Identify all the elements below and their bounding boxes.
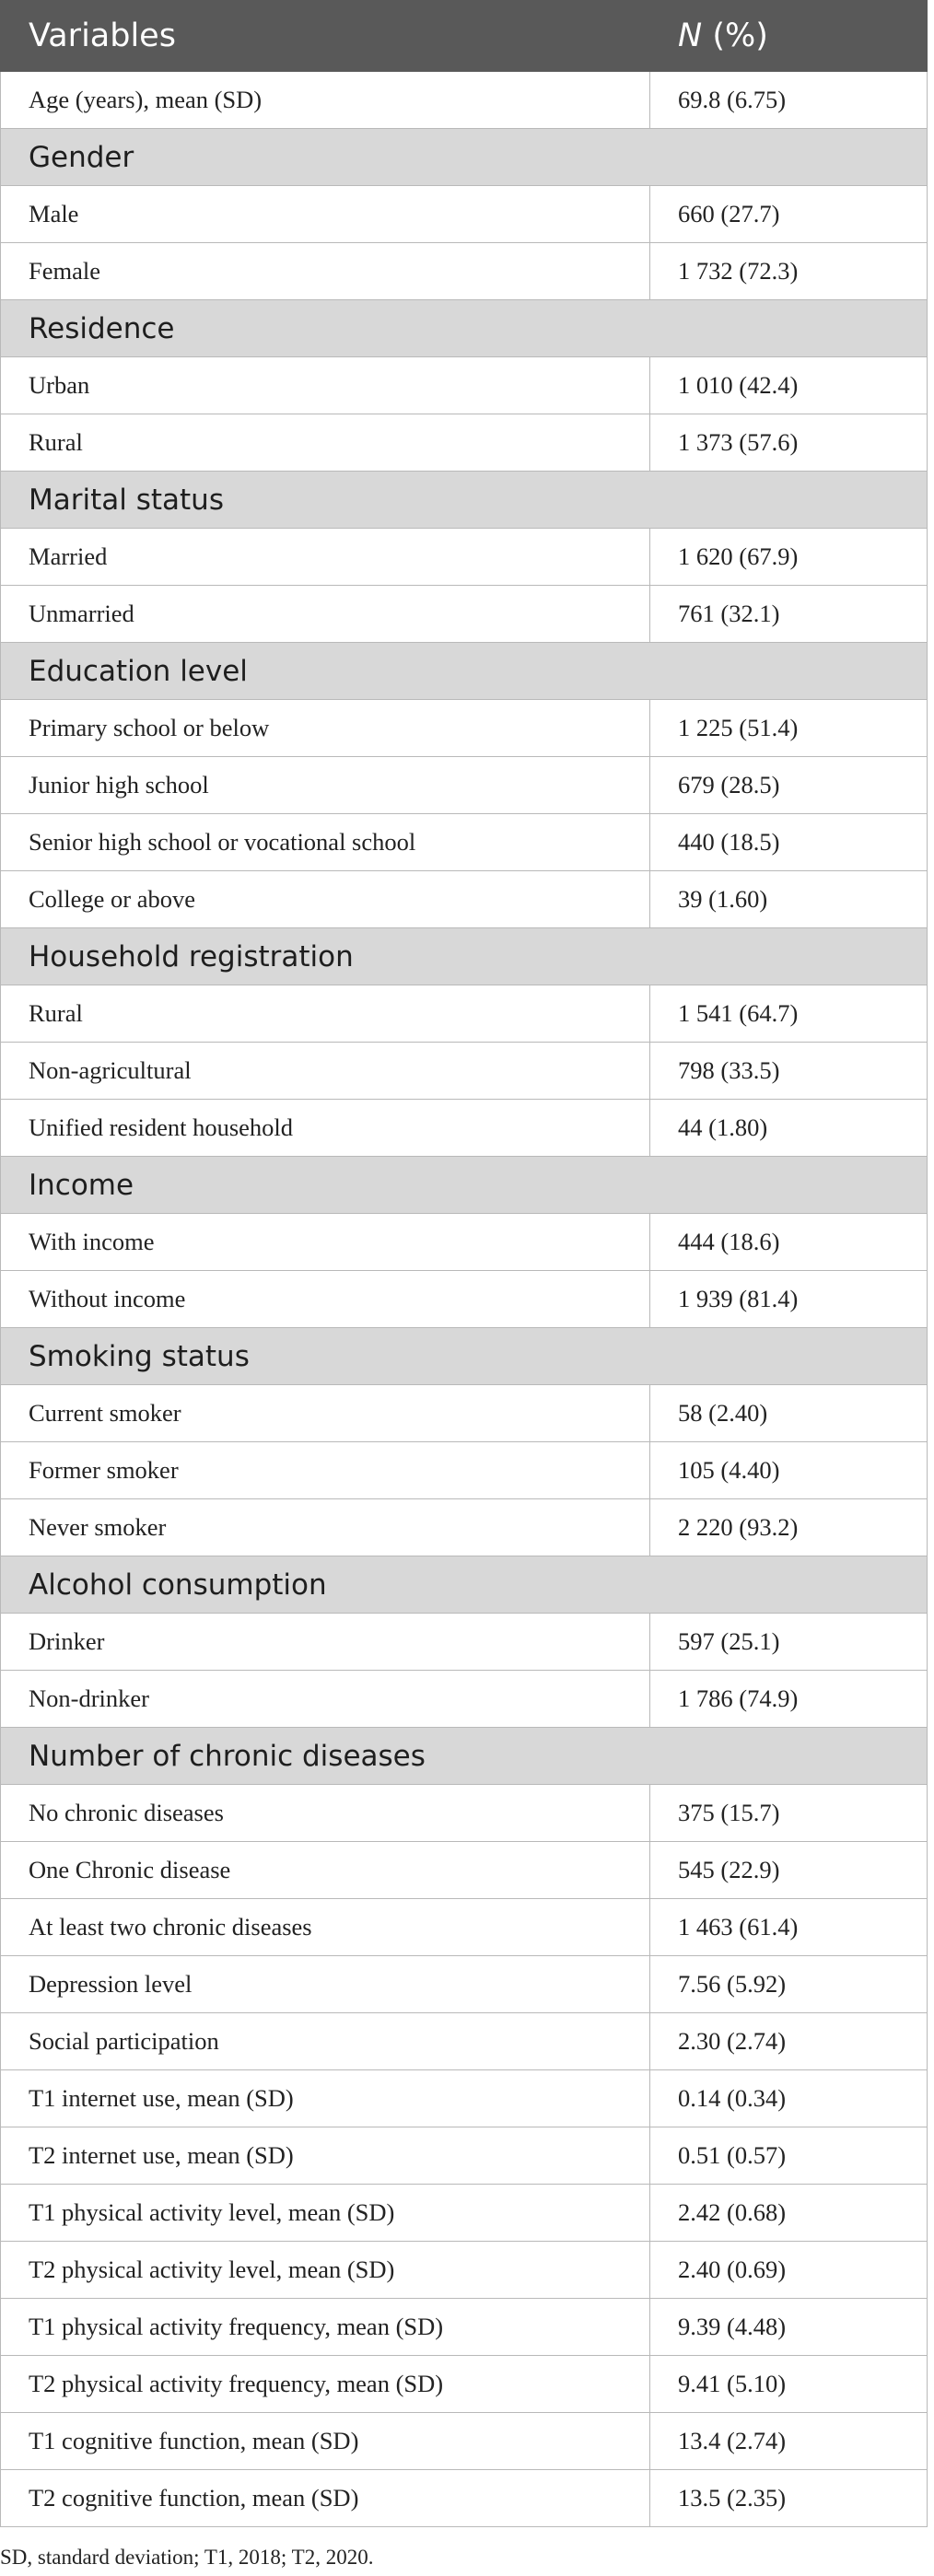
table-row xyxy=(1,243,928,300)
variable-label: Junior high school xyxy=(1,757,650,814)
section-label: Gender xyxy=(1,129,928,186)
section-header-row xyxy=(1,1728,928,1785)
table-header-row xyxy=(1,1,928,72)
section-label: Income xyxy=(1,1157,928,1214)
table-row xyxy=(1,1100,928,1157)
variable-label: Never smoker xyxy=(1,1499,650,1556)
variable-value: 9.39 (4.48) xyxy=(650,2299,928,2356)
table-row xyxy=(1,2013,928,2070)
variable-value: 660 (27.7) xyxy=(650,186,928,243)
table-footnote: SD, standard deviation; T1, 2018; T2, 2020. xyxy=(0,2546,374,2569)
table-row xyxy=(1,586,928,643)
variable-value: 2 220 (93.2) xyxy=(650,1499,928,1556)
table-row xyxy=(1,2470,928,2527)
table-row xyxy=(1,529,928,586)
variable-value: 13.4 (2.74) xyxy=(650,2413,928,2470)
section-header-row xyxy=(1,300,928,357)
table-row xyxy=(1,1785,928,1842)
variable-value: 545 (22.9) xyxy=(650,1842,928,1899)
section-header-row xyxy=(1,928,928,985)
table-row xyxy=(1,1614,928,1671)
variable-value: 2.30 (2.74) xyxy=(650,2013,928,2070)
table-row xyxy=(1,1043,928,1100)
variable-label: T2 physical activity level, mean (SD) xyxy=(1,2242,650,2299)
variable-label: Non-agricultural xyxy=(1,1043,650,1100)
variable-label: T1 cognitive function, mean (SD) xyxy=(1,2413,650,2470)
table-row xyxy=(1,757,928,814)
variable-label: With income xyxy=(1,1214,650,1271)
variable-label: T1 physical activity frequency, mean (SD) xyxy=(1,2299,650,2356)
variable-label: Unmarried xyxy=(1,586,650,643)
variable-value: 9.41 (5.10) xyxy=(650,2356,928,2413)
variable-label: Drinker xyxy=(1,1614,650,1671)
variable-label: T2 internet use, mean (SD) xyxy=(1,2127,650,2185)
variable-value: 1 373 (57.6) xyxy=(650,414,928,472)
table-row xyxy=(1,1271,928,1328)
section-label: Household registration xyxy=(1,928,928,985)
variable-label: Depression level xyxy=(1,1956,650,2013)
variable-label: Unified resident household xyxy=(1,1100,650,1157)
section-header-row xyxy=(1,1556,928,1614)
section-label: Residence xyxy=(1,300,928,357)
variable-value: 44 (1.80) xyxy=(650,1100,928,1157)
table-row xyxy=(1,1956,928,2013)
variable-label: T1 physical activity level, mean (SD) xyxy=(1,2185,650,2242)
table-row xyxy=(1,2413,928,2470)
variable-value: 105 (4.40) xyxy=(650,1442,928,1499)
header-variables: Variables xyxy=(1,1,650,72)
table-row xyxy=(1,1842,928,1899)
variable-value: 1 463 (61.4) xyxy=(650,1899,928,1956)
variable-value: 1 225 (51.4) xyxy=(650,700,928,757)
variable-value: 13.5 (2.35) xyxy=(650,2470,928,2527)
table-row xyxy=(1,1499,928,1556)
table-row xyxy=(1,2299,928,2356)
variable-label: Former smoker xyxy=(1,1442,650,1499)
table-row xyxy=(1,186,928,243)
variable-label: Primary school or below xyxy=(1,700,650,757)
variable-label: Without income xyxy=(1,1271,650,1328)
variable-label: Married xyxy=(1,529,650,586)
variable-label: Urban xyxy=(1,357,650,414)
variable-value: 440 (18.5) xyxy=(650,814,928,871)
variable-value: 58 (2.40) xyxy=(650,1385,928,1442)
variable-value: 597 (25.1) xyxy=(650,1614,928,1671)
table-row xyxy=(1,357,928,414)
header-n-suffix: (%) xyxy=(702,17,768,54)
table-row xyxy=(1,1442,928,1499)
variable-label: Current smoker xyxy=(1,1385,650,1442)
variable-value: 2.42 (0.68) xyxy=(650,2185,928,2242)
variable-label: One Chronic disease xyxy=(1,1842,650,1899)
variable-value: 375 (15.7) xyxy=(650,1785,928,1842)
section-label: Alcohol consumption xyxy=(1,1556,928,1614)
section-header-row xyxy=(1,1157,928,1214)
variable-label: Senior high school or vocational school xyxy=(1,814,650,871)
variable-value: 1 541 (64.7) xyxy=(650,985,928,1043)
table-row xyxy=(1,700,928,757)
variable-value: 679 (28.5) xyxy=(650,757,928,814)
table-row xyxy=(1,1385,928,1442)
variable-label: T2 cognitive function, mean (SD) xyxy=(1,2470,650,2527)
variable-value: 0.14 (0.34) xyxy=(650,2070,928,2127)
variable-label: College or above xyxy=(1,871,650,928)
variable-value: 2.40 (0.69) xyxy=(650,2242,928,2299)
variable-value: 1 786 (74.9) xyxy=(650,1671,928,1728)
variable-label: Non-drinker xyxy=(1,1671,650,1728)
variable-label: T1 internet use, mean (SD) xyxy=(1,2070,650,2127)
variable-value: 1 939 (81.4) xyxy=(650,1271,928,1328)
variable-label: At least two chronic diseases xyxy=(1,1899,650,1956)
section-header-row xyxy=(1,1328,928,1385)
variable-value: 1 620 (67.9) xyxy=(650,529,928,586)
table-row xyxy=(1,1899,928,1956)
table-row xyxy=(1,2185,928,2242)
section-label: Number of chronic diseases xyxy=(1,1728,928,1785)
variable-label: T2 physical activity frequency, mean (SD) xyxy=(1,2356,650,2413)
table-row xyxy=(1,985,928,1043)
table-body xyxy=(1,1,928,2527)
table-row xyxy=(1,814,928,871)
header-n-symbol: N xyxy=(678,17,703,54)
table-row xyxy=(1,414,928,472)
section-label: Education level xyxy=(1,643,928,700)
variable-label: No chronic diseases xyxy=(1,1785,650,1842)
section-header-row xyxy=(1,472,928,529)
table-row xyxy=(1,72,928,129)
variable-label: Rural xyxy=(1,985,650,1043)
table-row xyxy=(1,871,928,928)
variable-value: 1 732 (72.3) xyxy=(650,243,928,300)
section-header-row xyxy=(1,129,928,186)
section-header-row xyxy=(1,643,928,700)
variable-label: Male xyxy=(1,186,650,243)
table-row xyxy=(1,2242,928,2299)
header-n-percent xyxy=(650,1,928,72)
variable-value: 444 (18.6) xyxy=(650,1214,928,1271)
section-label: Smoking status xyxy=(1,1328,928,1385)
variable-value: 39 (1.60) xyxy=(650,871,928,928)
variable-value: 69.8 (6.75) xyxy=(650,72,928,129)
table-row xyxy=(1,1214,928,1271)
variable-label: Rural xyxy=(1,414,650,472)
variable-label: Social participation xyxy=(1,2013,650,2070)
variable-label: Age (years), mean (SD) xyxy=(1,72,650,129)
variable-value: 761 (32.1) xyxy=(650,586,928,643)
table-row xyxy=(1,2070,928,2127)
table-row xyxy=(1,2127,928,2185)
variable-value: 1 010 (42.4) xyxy=(650,357,928,414)
table-row xyxy=(1,2356,928,2413)
section-label: Marital status xyxy=(1,472,928,529)
table-row xyxy=(1,1671,928,1728)
variable-value: 798 (33.5) xyxy=(650,1043,928,1100)
variable-value: 0.51 (0.57) xyxy=(650,2127,928,2185)
variable-value: 7.56 (5.92) xyxy=(650,1956,928,2013)
variable-label: Female xyxy=(1,243,650,300)
